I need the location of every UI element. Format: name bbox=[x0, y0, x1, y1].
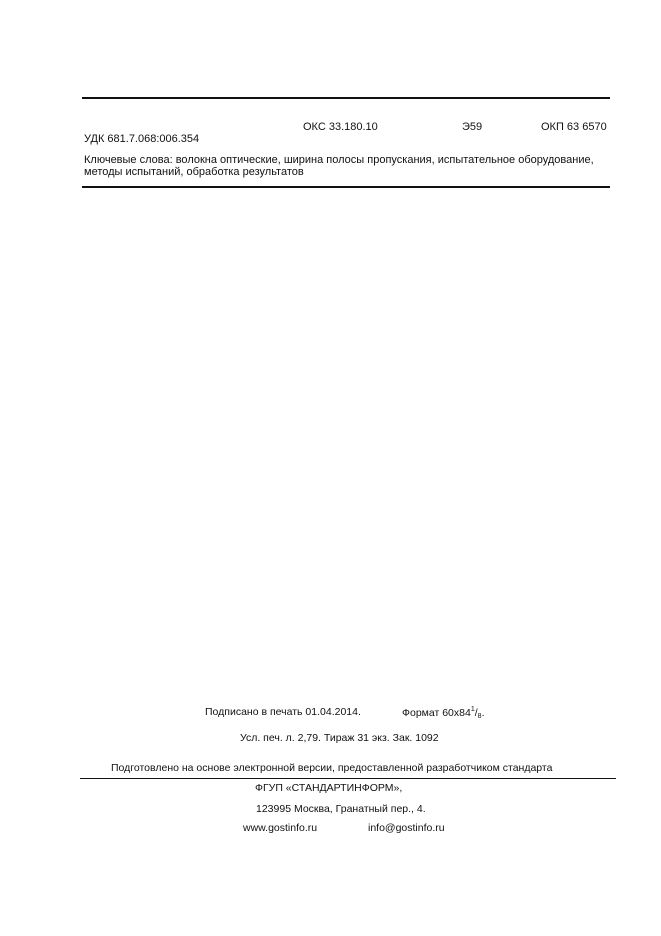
website-link[interactable]: www.gostinfo.ru bbox=[243, 822, 318, 834]
prepared-note: Подготовлено на основе электронной версии, предоставленной разработчиком стандарта bbox=[111, 762, 553, 774]
paper-format: Формат $60х84^1/_8$. bbox=[402, 706, 485, 720]
oks-code: ОКС 33.180.10 bbox=[303, 121, 378, 133]
keywords-line-2: методы испытаний, обработка результатов bbox=[84, 166, 304, 178]
okp-code: ОКП 63 6570 bbox=[541, 121, 607, 133]
keywords-line-1: Ключевые слова: волокна оптические, ширина полосы пропускания, испытательное оборудование, bbox=[84, 154, 594, 166]
publisher-rule bbox=[80, 778, 616, 779]
publisher-address: 123995 Москва, Гранатный пер., 4. bbox=[256, 803, 426, 815]
keywords-rule bbox=[82, 186, 610, 188]
group-code: Э59 bbox=[462, 121, 483, 133]
top-rule bbox=[82, 97, 610, 99]
udk-code: УДК 681.7.068:006.354 bbox=[84, 133, 200, 145]
email-link[interactable]: info@gostinfo.ru bbox=[368, 822, 445, 834]
signed-date: Подписано в печать 01.04.2014. bbox=[205, 706, 361, 718]
publisher-name: ФГУП «СТАНДАРТИНФОРМ», bbox=[255, 782, 403, 794]
print-info: Усл. печ. л. 2,79. Тираж 31 экз. Зак. 1092 bbox=[240, 732, 439, 744]
